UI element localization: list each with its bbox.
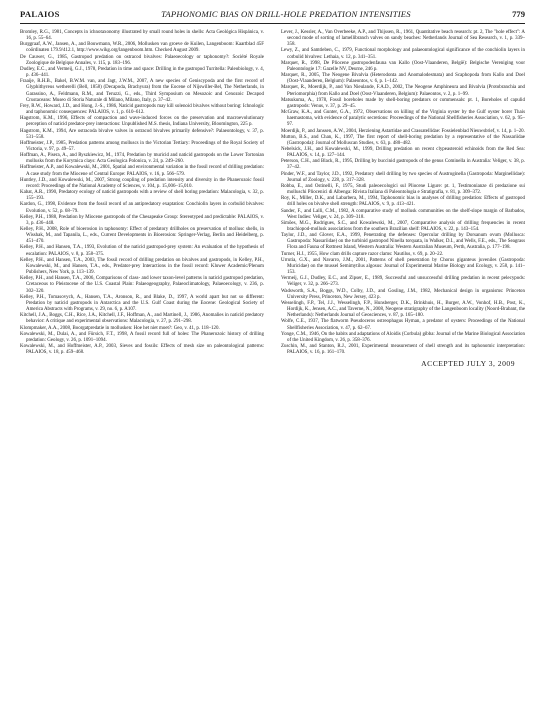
reference-entry: Moerdijk, P., and Janssen, A.W., 2004, Herziening Astartidae and Crassatellidae: Fossielenblad Nieuwsbrief, v. 14, p. 1–20. bbox=[281, 128, 525, 134]
reference-entry: Kabat, A.R., 1990, Predatory ecology of naticid gastropods with a review of shell boring predation: Malacologia, v. 32, p. 155–193. bbox=[20, 190, 264, 202]
reference-entry: Sander, F., and Lalli, C.M., 1982, A comparative study of mollusk communities on the shelf-slope margin of Barbados, West Indies: Veliger, v. 24, p. 309–318. bbox=[281, 208, 525, 220]
reference-entry: Kardon, G., 1998, Evidence from the fossil record of an antipredatory exaptation: Conchiolin layers in corbulid bivalves: Evolution, v. 52, p. 68–79. bbox=[20, 202, 264, 214]
reference-entry: Burggraaf, A.W., Jansen, A., and Bouwmann, W.R., 2006, Mollusken van groeve de Kuilen, Langenboom: Kaartblad 45F coördinaten 179.9/412.1, http://www.wikg.org/langenboom.htm. Checked August 2009. bbox=[20, 42, 264, 54]
page-number: 779 bbox=[512, 9, 525, 19]
reference-entry: Bromley, R.G., 1981, Concepts in ichnotaxonomy illustrated by small round holes in shells: Acta Geológica Hispánica, v. 16, p. 55–64. bbox=[20, 30, 264, 42]
reference-entry: Hagstrom, K.M., 1996, Effects of compaction and wave-induced forces on the preservation and macroevolutionary perception of naticid predator-prey interactions: Unpublished M.S. thesis, Indiana University, Bloomington, 225 p. bbox=[20, 116, 264, 128]
reference-entry: Hoffmeister, J.P., 1985, Predation patterns among molluscs in the Victorian Tertiary: Proceedings of the Royal Society of Victoria, v. 97, p. 49–57. bbox=[20, 140, 264, 152]
reference-entry: Zuschin, M., and Stanton, R.J., 2001, Experimental measurement of shell strength and its taphonomic interpretation: PALAIOS, v. 16, p. 161–170. bbox=[281, 343, 525, 356]
references-right-column bbox=[281, 30, 525, 697]
running-title: TAPHONOMIC BIAS ON DRILL-HOLE PREDATION INTENSITIES bbox=[161, 9, 411, 19]
reference-entry: Pinder, W.F., and Taylor, J.D., 1992, Predatory shell drilling by two species of Austroginella (Gastropoda: Marginellidae): Journal of Zoology, v. 228, p. 317–328. bbox=[281, 171, 525, 183]
reference-entry: Nebelsick, J.H., and Kowalewski, M., 1999, Drilling predation on recent clypeasteroid echinoids from the Red Sea: PALAIOS, v. 14, p. 127–144. bbox=[281, 146, 525, 159]
reference-entry: Kelley, P.H., and Hansen, T.A., 1993, Evolution of the naticid gastropod-prey system: An evaluation of the hypothesis of escalation: PALAIOS, v. 8, p. 358–375. bbox=[20, 245, 264, 257]
reference-entry: Urrutia, G.X., and Navarro, J.M., 2001, Patterns of shell penetration by Chorus giganteus juveniles (Gastropoda: Muricidae) on the mussel Semimytilus algosus: Journal of Experimental Marine Biology and Ecology, v. 258, p. 141–153. bbox=[281, 257, 525, 276]
reference-entry: Peterson, C.H., and Black, R., 1995, Drilling by buccinid gastropods of the genus Cominella in Australia: Veliger, v. 38, p. 37–42. bbox=[281, 159, 525, 171]
reference-entry: Kelley, P.H., Tomasovych, A., Hansen, T.A., Aronson, R., and Blake, D., 1997, A world apart but not so different: Predation by naticid gastropods in Antarctica and the U.S. Gulf Coast during the Eocene: Geological Society of America Abstracts with Programs, v. 29, no. 6, p. A107. bbox=[20, 294, 264, 313]
reference-entry: Fraaije, R.H.B., Bakel, B.W.M. van, and Jagt, J.W.M., 2007, A new species of Geniscypoda and the first record of Glyphithyreus wetherelli (Bell, 1858) (Decapoda, Brachyura) from the Eocene of Nijswiller-Bel, The Netherlands, in Garassino, A., Feldmann, R.M., and Teruzzi, G., eds., Third Symposium on Mesozoic and Cenozoic Decapod Crustaceans: Museo di Storia Naturale di Milano, Milano, Italy, p. 37–42. bbox=[20, 79, 264, 103]
reference-entry: Kelley, P.H., 2008, Role of bioerosion in taphonomy: Effect of predatory drillholes on preservation of mollusc shells, in Wisshak, M., and Tapanila, L., eds., Current Developments in Bioerosion: Springer-Verlag, Berlin and Heidelberg, p. 451–470. bbox=[20, 227, 264, 245]
references-left-column bbox=[20, 30, 264, 697]
reference-entry: Mutton, B.S., and Chan, K., 1997, The first report of shell-boring predation by a representative of the Nassariidae (Gastropoda): Journal of Molluscan Studies, v. 63, p. 480–482. bbox=[281, 134, 525, 146]
references-body bbox=[20, 30, 525, 697]
reference-entry: Kelley, P.H., 1988, Predation by Miocene gastropods of the Chesapeake Group: Stereotyped and predictable: PALAIOS, v. 3, p. 436–448. bbox=[20, 214, 264, 226]
reference-entry: Wolfe, C.E., 1937, The flatworm Pseudoceros ostreophagus Hyman, a predator of oysters: Proceedings of the National Shellfisheries Association, v. 47, p. 62–67. bbox=[281, 319, 525, 331]
reference-entry: Huntley, J.D., and Kowalewski, M., 2007, Strong coupling of predation intensity and diversity in the Phanerozoic fossil record: Proceedings of the National Academy of Sciences, v. 104, p. 15,006–15,010. bbox=[20, 177, 264, 189]
reference-entry: Marquet, R., 1998, De Pliocene gastropodenfauna van Kallo (Oost-Vlaanderen, België): Belgische Vereniging voor Paleontologie 17: Gazelle NV, Deurne, 246 p. bbox=[281, 60, 525, 72]
right-reference-list bbox=[281, 30, 525, 356]
running-header bbox=[20, 9, 525, 23]
reference-entry: Turner, H.J., 1955, How clam drills capture razor clams: Nautilus, v. 69, p. 20–22. bbox=[281, 251, 444, 257]
reference-entry: Hoffmeister, A.P., and Kowalewski, M., 2001, Spatial and environmental variation in the fossil record of drilling predation: A case study from the Miocene of Central Europe: PALAIOS, v. 16, p. 566–579. bbox=[20, 165, 264, 177]
reference-entry: Marquet, R., Moerdijk, P., and Van Nieulande, F.A.D., 2002, The Neogene Amphineura and Bivalvia (Protobranchia and Pteriomorphia) from Kallo and Doel (Oost-Vlaanderen, Belgium): Palaeontos, v. 2, p. 1–99. bbox=[281, 85, 525, 97]
accepted-date: ACCEPTED JULY 3, 2009 bbox=[421, 359, 515, 369]
journal-name: PALAIOS bbox=[20, 9, 60, 19]
reference-entry: Lever, J., Kessler, A., Van Overbeeke, A.P., and Thijssen, R., 1961, Quantitative beach research: pt. 2, The "hole effect": A second mode of sorting of lamellibranch valves on sandy beaches: Netherlands Journal of Sea Research, v. 1, p. 339–358. bbox=[281, 30, 525, 48]
reference-entry: Klompmaker, A.A., 2008, Boorgatpredatie in mollusken: Hoe het niet moet?: Geo, v. 41, p. 118–120. bbox=[20, 325, 220, 331]
reference-entry: Wesselingh, F.P., Tel, J.J., Wesselingh, F.P., Hunsberger, D.K., Brinkhuis, H., Burger, A.W., Vonhof, H.B., Post, K., Hordijk, K., Jensen, A.C., and Taverne, N., 2008, Neogene stratigraphy of the Langenboom locality (Noord-Brabant, the Netherlands): Netherlands Journal of Geosciences, v. 87, p. 165–180. bbox=[281, 300, 526, 319]
reference-entry: Hoffman, A., Pisera, A., and Ryszkiewicz, M., 1974, Predation by muricid and naticid gastropods on the Lower Tortonian mollusks from the Korytnica clays: Acta Geologica Polonica, v. 24, p. 249–260. bbox=[20, 153, 264, 165]
reference-entry: Kowalewski, M., and Hoffmeister, A.P., 2003, Sieves and fossils: Effects of mesh size on paleontological patterns: PALAIOS, v. 18, p. 459–468. bbox=[20, 343, 264, 356]
reference-entry: Vermeij, G.J., Dudley, E.C., and Zipser, E., 1989, Successful and unsuccessful drilling predation in recent pelecypods: Veliger, v. 32, p. 266–273. bbox=[281, 276, 525, 288]
reference-entry: Hagstrom, K.M., 1994, Are ostracoda bivalve valves in ostracod bivalves primarily defensive?: Palaeontology, v. 37, p. 531–558. bbox=[20, 128, 264, 140]
reference-entry: Kelley, P.H., and Hansen, T.A., 2006, Comparisons of class- and lower taxon-level patterns in naticid gastropod predation, Cretaceous to Pleistocene of the U.S. Coastal Plain: Palaeogeography, Palaeoclimatology, Palaeoecology, v. 236, p. 302–320. bbox=[20, 276, 264, 294]
reference-entry: Wadsworth, S.A., Boggs, W.D., Colby, J.D., and Gosling, J.M., 1982, Mechanical design in organisms: Princeton University Press, Princeton, New Jersey, 423 p. bbox=[281, 288, 525, 300]
reference-entry: Roy, K., Miller, D.K., and Labarbera, M., 1994, Taphonomic bias in analyses of drilling predation: Effects of gastropod drill holes on bivalve shell strength: PALAIOS, v. 9, p. 413–421. bbox=[281, 196, 525, 208]
reference-entry: De Cauwer, G., 1985, Gastropod predation on ostracod bivalves: Palaeoecology or taphonomy?: Société Royale Zoologique de Belgique Annales, v. 115, p. 183–196. bbox=[20, 54, 264, 66]
reference-entry: Kitchell, J.A., Boggs, C.H., Rice, J.A., Kitchell, J.F., Hoffman, A., and Martinell, J., 1986, Anomalies in naticid predatory behavior: A critique and experimental observations: Malacologia, v. 27, p. 291–298. bbox=[20, 313, 264, 325]
reference-entry: McGraw, K.A., and Gunter, G.A., 1972, Observations on killing of the Virginia oyster by the Gulf oyster borer Thais haemastoma, with evidence of paralytic secretions: Proceedings of the National Shellfisheries Association, v. 62, p. 95–97. bbox=[281, 110, 525, 128]
reference-entry: Robba, E., and Ostinelli, F., 1975, Studi paleoecologici sul Pliocene Ligure: pt. 1, Testimonianze di predazione sui molluschi Pliocenici di Albenga: Rivista Italiana di Paleontologia e Stratigrafia, v. 81, p. 309–372. bbox=[281, 183, 525, 196]
reference-entry: Yonge, C.M., 1946, On the habits and adaptations of Aloidis (Corbula) gibba: Journal of the Marine Biological Association of the United Kingdom, v. 26, p. 358–376. bbox=[281, 331, 525, 343]
reference-entry: Simões, M.G., Rodrigues, S.C., and Kowalewski, M., 2007, Comparative analysis of drilling frequencies in recent brachiopod-mollusk associations from the southern Brazilian shelf: PALAIOS, v. 22, p. 143–154. bbox=[281, 220, 525, 232]
reference-entry: Taylor, J.D., and Glover, E.A., 1999, Penetrating the defenses: Opercular drilling by Dorsanum ovum (Mollusca: Gastropoda: Nassariidae) on the turbinid gastropod Ninella torquata, in Walker, D.I., and Wells, F.E., eds., The Seagrass Flora and Fauna of Rottnest Island, Western Australia: Western Australian Museum, Perth, Australia, p. 177–198. bbox=[281, 233, 525, 251]
header-rule bbox=[20, 23, 525, 24]
reference-entry: Dudley, E.C., and Vermeij, G.J., 1978, Predation in time and space: Drilling in the gastropod Turritella: Paleobiology, v. 4, p. 436–441. bbox=[20, 66, 264, 79]
reference-entry: Frey, R.W., Howard, J.D., and Hong, J.-S., 1986, Naticid gastropods may kill solenoid bivalves without boring: Ichnologic and taphonomic consequences: PALAIOS, v. 1, p. 610–612. bbox=[20, 103, 264, 116]
reference-entry: Matsukuma, A., 1978, Fossil boreholes made by shell-boring predators or commensals: pt. 1, Boreholes of capulid gastropods: Venus, v. 37, p. 29–45. bbox=[281, 97, 525, 109]
reference-entry: Kelley, P.H., and Hansen, T.A., 2003, The fossil record of drilling predation on bivalves and gastropods, in Kelley, P.H., Kowalewski, M., and Hansen, T.A., eds., Predator-prey Interactions in the fossil record: Kluwer Academic/Plenum Publishers, New York, p. 113–139. bbox=[20, 257, 264, 276]
reference-entry: Marquet, R., 2005, The Neogene Bivalvia (Heterodonta and Anomalodesmata) and Scaphopoda from Kallo and Doel (Oost-Vlaanderen, Belgium): Palaeontos, v. 6, p. 1–142. bbox=[281, 73, 525, 85]
reference-entry: Kowalewski, M., Dulai, A., and Fürsich, F.T., 1998, A fossil record full of holes: The Phanerozoic history of drilling predation: Geology, v. 26, p. 1091–1094. bbox=[20, 331, 264, 343]
reference-entry: Lewy, Z., and Samtleben, C., 1979, Functional morphology and palaeontological significance of the conchiolin layers in corbulid bivalves: Lethaia, v. 12, p. 341–351. bbox=[281, 48, 525, 60]
